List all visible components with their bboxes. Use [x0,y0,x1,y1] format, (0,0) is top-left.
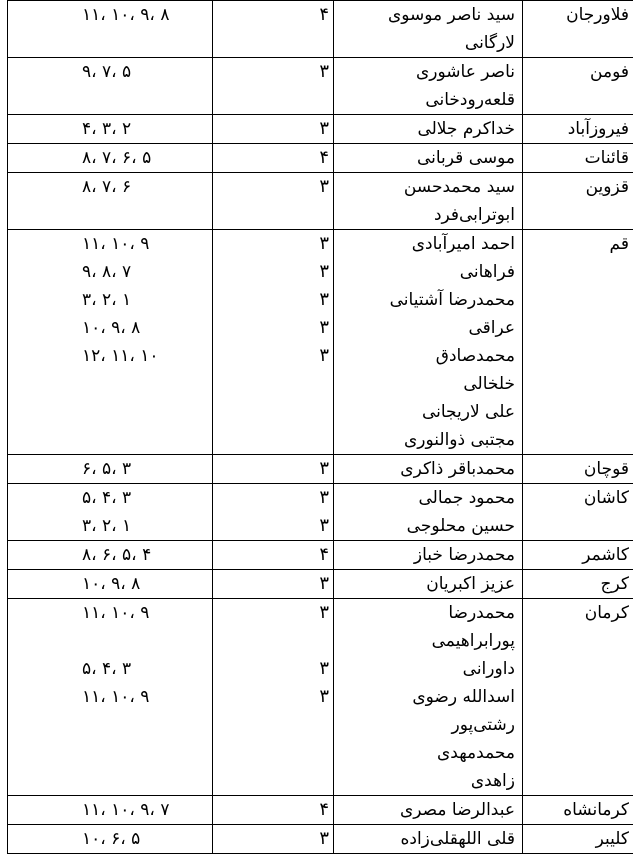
candidate-names-cell [334,599,523,796]
count-value: ۳ [213,286,333,314]
candidate-names-cell [334,541,523,570]
candidate-name: خلخالی [334,370,522,398]
numbers-value: ۳، ۲، ۱ [8,512,212,540]
numbers-cell [8,599,213,796]
candidate-names-cell [334,144,523,173]
numbers-value: ۹، ۸، ۷ [8,258,212,286]
count-value: ۳ [213,115,333,143]
numbers-cell [8,1,213,58]
count-value: ۳ [213,314,333,342]
city-name: قائنات [523,144,633,172]
count-cell [213,484,334,541]
count-cell [213,541,334,570]
numbers-cell [8,455,213,484]
city-name: قم [523,230,633,258]
count-value: ۳ [213,342,333,370]
numbers-cell [8,484,213,541]
numbers-value: ۴، ۳، ۲ [8,115,212,143]
table-row [8,455,633,484]
numbers-value [8,627,212,655]
city-name: فیروزآباد [523,115,633,143]
numbers-value: ۵، ۴، ۳ [8,655,212,683]
candidate-name: عزیز اکبریان [334,570,522,598]
count-value [213,627,333,655]
candidate-name: داورانی [334,655,522,683]
count-value: ۳ [213,230,333,258]
candidate-names-cell [334,173,523,230]
candidate-name: محمدرضا خباز [334,541,522,569]
candidate-names-cell [334,58,523,115]
numbers-cell [8,115,213,144]
candidate-names-cell [334,115,523,144]
candidate-name: پورابراهیمی [334,627,522,655]
numbers-cell [8,144,213,173]
count-value: ۳ [213,599,333,627]
results-table [7,0,633,854]
table-body [8,1,633,854]
candidate-name: محمدمهدی [334,739,522,767]
candidate-name: علی لاریجانی [334,398,522,426]
count-cell [213,173,334,230]
candidate-name: سید ناصر موسوی [334,1,522,29]
candidate-names-cell [334,796,523,825]
table-row [8,599,633,796]
city-cell [523,144,633,173]
numbers-value: ۱۰، ۶، ۵ [8,825,212,853]
city-cell [523,541,633,570]
city-cell [523,484,633,541]
candidate-name: حسین محلوجی [334,512,522,540]
numbers-value: ۶، ۵، ۳ [8,455,212,483]
numbers-value: ۹، ۷، ۵ [8,58,212,86]
candidate-names-cell [334,484,523,541]
table-row [8,173,633,230]
candidate-name: ابوترابی‌فرد [334,201,522,229]
numbers-value: ۱۱، ۱۰، ۹، ۸ [8,1,212,29]
count-value: ۳ [213,655,333,683]
candidate-name: لارگانی [334,29,522,57]
count-cell [213,230,334,455]
count-cell [213,570,334,599]
count-cell [213,115,334,144]
numbers-value: ۳، ۲، ۱ [8,286,212,314]
city-cell [523,825,633,854]
candidate-name: فراهانی [334,258,522,286]
candidate-name: موسی قربانی [334,144,522,172]
numbers-value: ۱۰، ۹، ۸ [8,314,212,342]
table-row [8,484,633,541]
numbers-cell [8,825,213,854]
count-cell [213,455,334,484]
numbers-value: ۸، ۷، ۶، ۵ [8,144,212,172]
numbers-value: ۱۲، ۱۱، ۱۰ [8,342,212,370]
count-value: ۳ [213,455,333,483]
city-name: فومن [523,58,633,86]
candidate-name: عراقی [334,314,522,342]
candidate-names-cell [334,1,523,58]
numbers-value: ۸، ۶، ۵، ۴ [8,541,212,569]
numbers-cell [8,173,213,230]
city-cell [523,599,633,796]
candidate-name: محمدرضا آشتیانی [334,286,522,314]
count-cell [213,825,334,854]
candidate-name: قلعه‌رودخانی [334,86,522,114]
numbers-cell [8,541,213,570]
count-value: ۴ [213,1,333,29]
table-row [8,144,633,173]
numbers-cell [8,796,213,825]
candidate-names-cell [334,825,523,854]
table-row [8,796,633,825]
numbers-value: ۵، ۴، ۳ [8,484,212,512]
numbers-value: ۸، ۷، ۶ [8,173,212,201]
count-cell [213,1,334,58]
count-value: ۳ [213,570,333,598]
table-row [8,230,633,455]
numbers-cell [8,230,213,455]
count-value: ۴ [213,144,333,172]
numbers-value: ۱۱، ۱۰، ۹، ۷ [8,796,212,824]
candidate-names-cell [334,455,523,484]
candidate-name: احمد امیرآبادی [334,230,522,258]
candidate-name: رشتی‌پور [334,711,522,739]
city-cell [523,1,633,58]
count-value: ۴ [213,796,333,824]
candidate-name: محمدصادق [334,342,522,370]
count-value: ۳ [213,825,333,853]
candidate-names-cell [334,570,523,599]
count-cell [213,796,334,825]
city-name: کرمانشاه [523,796,633,824]
city-cell [523,796,633,825]
numbers-cell [8,570,213,599]
count-value: ۴ [213,541,333,569]
table-row [8,825,633,854]
city-name: فلاورجان [523,1,633,29]
count-value: ۳ [213,173,333,201]
city-name: کاشان [523,484,633,512]
count-value: ۳ [213,484,333,512]
city-name: قوچان [523,455,633,483]
candidate-name: محمدباقر ذاکری [334,455,522,483]
city-cell [523,455,633,484]
numbers-value: ۱۱، ۱۰، ۹ [8,683,212,711]
candidate-name: قلی اللهقلی‌زاده [334,825,522,853]
city-cell [523,58,633,115]
table-row [8,1,633,58]
table-row [8,115,633,144]
city-name: قزوین [523,173,633,201]
candidate-names-cell [334,230,523,455]
city-cell [523,230,633,455]
numbers-value: ۱۱، ۱۰، ۹ [8,230,212,258]
table-row [8,58,633,115]
candidate-name: سید محمدحسن [334,173,522,201]
candidate-name: زاهدی [334,767,522,795]
numbers-value: ۱۱، ۱۰، ۹ [8,599,212,627]
candidate-name: خداکرم جلالی [334,115,522,143]
count-value: ۳ [213,512,333,540]
count-cell [213,144,334,173]
count-cell [213,599,334,796]
table-row [8,541,633,570]
city-cell [523,173,633,230]
count-value: ۳ [213,683,333,711]
table-row [8,570,633,599]
count-value: ۳ [213,258,333,286]
candidate-name: ناصر عاشوری [334,58,522,86]
city-cell [523,115,633,144]
count-value: ۳ [213,58,333,86]
city-name: کرمان [523,599,633,627]
candidate-name: محمود جمالی [334,484,522,512]
candidate-name: عبدالرضا مصری [334,796,522,824]
numbers-value: ۱۰، ۹، ۸ [8,570,212,598]
candidate-name: محمدرضا [334,599,522,627]
candidate-name: مجتبی ذوالنوری [334,426,522,454]
city-name: کرج [523,570,633,598]
count-cell [213,58,334,115]
city-cell [523,570,633,599]
city-name: کلیبر [523,825,633,853]
city-name: کاشمر [523,541,633,569]
candidate-name: اسدالله رضوی [334,683,522,711]
numbers-cell [8,58,213,115]
